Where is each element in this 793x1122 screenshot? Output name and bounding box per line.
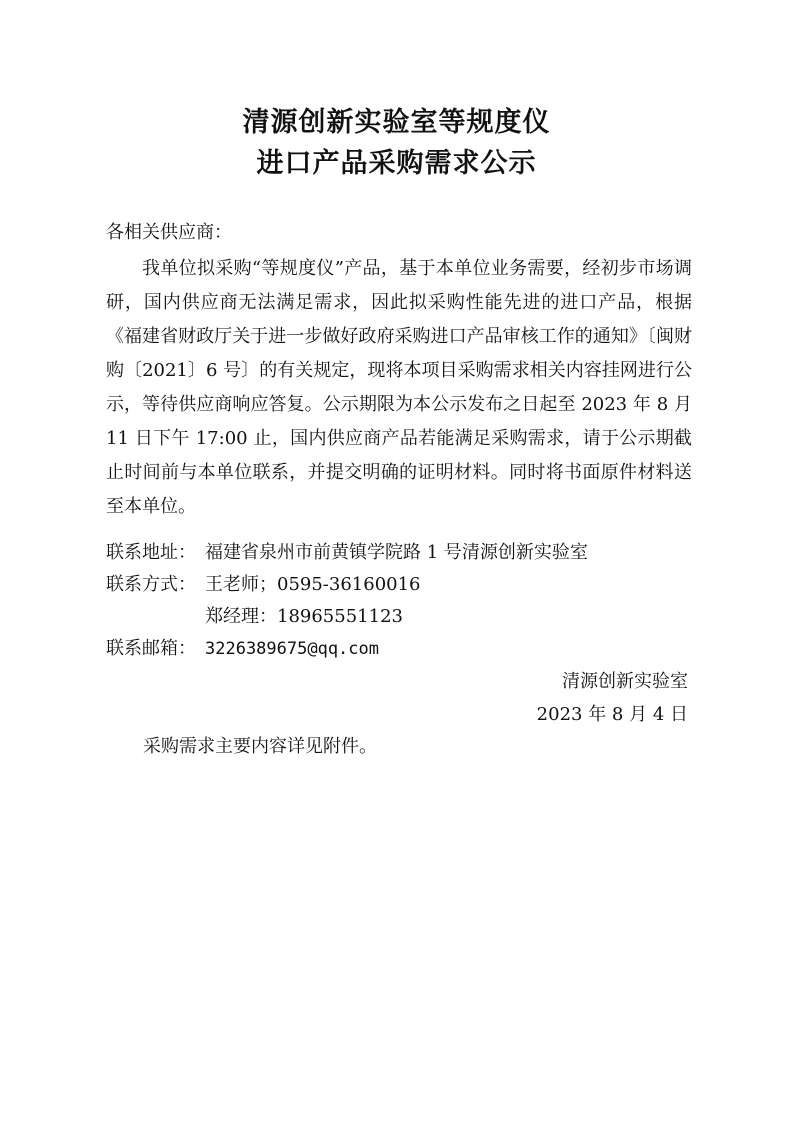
contact-email-value: 3226389675@qq.com: [205, 639, 379, 659]
body-paragraph: 我单位拟采购“等规度仪”产品，基于本单位业务需要，经初步市场调研，国内供应商无法满足需求，因此拟采购性能先进的进口产品，根据《福建省财政厅关于进一步做好政府采购进口产品审核工作的通知》〔闽财购〔2021〕6 号〕的有关规定，现将本项目采购需求相关内容挂网进行公示，等待供应商响应答复。公示期限为本公示发布之日起至 2023 年 8 月 11 日下午 17:00 止，国内供应商产品若能满足采购需求，请于公示期截止时间前与本单位联系，并提交明确的证明材料。同时将书面原件材料送至本单位。: [106, 258, 692, 517]
contact-email: [106, 635, 379, 663]
document-title-line-2: 进口产品采购需求公示: [256, 148, 537, 179]
contact-address-label: 联系地址：: [106, 542, 196, 563]
document-title-line-1: 清源创新实验室等规度仪: [242, 107, 551, 138]
salutation: 各相关供应商：: [106, 222, 232, 243]
contact-method: [106, 571, 421, 598]
contact-method-2: [205, 603, 403, 630]
contact-method-value-2: 郑经理：18965551123: [205, 606, 403, 627]
contact-method-value-1: 王老师；0595-36160016: [205, 574, 421, 595]
attachment-note: 采购需求主要内容详见附件。: [143, 736, 377, 757]
contact-method-label: 联系方式：: [106, 574, 196, 595]
contact-address: [106, 539, 588, 566]
contact-email-label: 联系邮箱：: [106, 638, 196, 659]
signature-organization: 清源创新实验室: [562, 671, 688, 692]
contact-address-value: 福建省泉州市前黄镇学院路 1 号清源创新实验室: [205, 542, 588, 563]
signature-date: 2023 年 8 月 4 日: [536, 704, 688, 725]
